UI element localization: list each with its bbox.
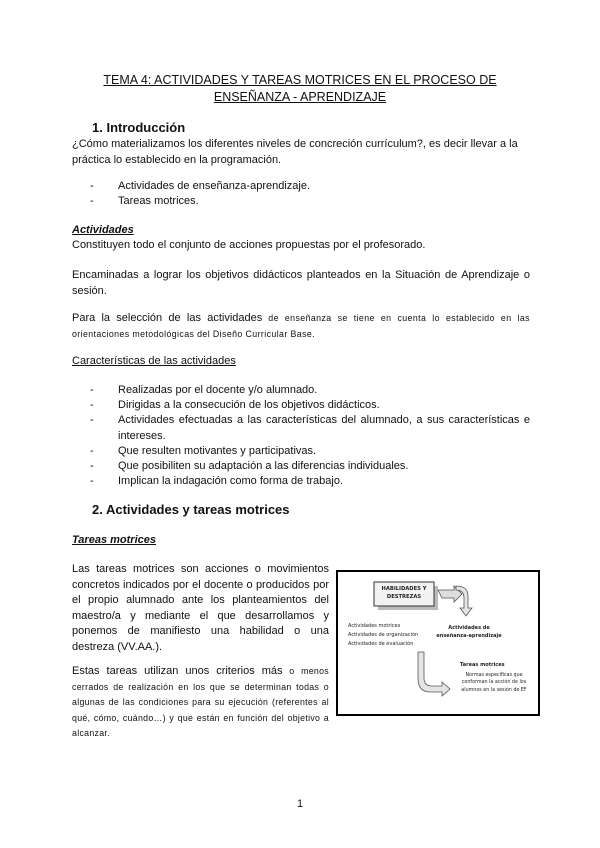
list-item: - Que resulten motivantes y participativas. <box>72 444 530 459</box>
actividades-paragraph-2: Encaminadas a lograr los objetivos didácticos planteados en la Situación de Aprendizaje o sesión. <box>72 269 530 297</box>
arrow-curve-down-icon <box>456 586 472 616</box>
section-2-heading: 2. Actividades y tareas motrices <box>92 502 290 517</box>
caracteristicas-list <box>72 383 530 489</box>
tareas-description <box>454 672 534 694</box>
page-number: 1 <box>296 798 304 810</box>
list-item: - Actividades de enseñanza-aprendizaje. <box>72 179 530 194</box>
list-item: - Dirigidas a la consecución de los objetivos didácticos. <box>72 398 530 413</box>
center-label-line-1: Actividades de <box>448 625 490 631</box>
intro-list <box>72 179 530 209</box>
actividades-paragraph-1: Constituyen todo el conjunto de acciones propuestas por el profesorado. <box>72 239 426 251</box>
diagram-figure <box>336 570 540 716</box>
tareas-title: Tareas motrices <box>460 662 505 668</box>
paragraph-2-start: Estas tareas utilizan unos criterios más <box>72 665 283 677</box>
list-item: - Que posibiliten su adaptación a las diferencias individuales. <box>72 459 530 474</box>
box-label <box>374 585 434 601</box>
tareas-paragraph-1: Las tareas motrices son acciones o movimientos concretos indicados por el docente o producidos por el propio alumnado ante los planteamientos del maestro/a y mediante el que desarrollamos y ponemos de manifiesto una habilidad o una destreza (VV.AA.). <box>72 563 329 653</box>
paragraph-3-rest: de enseñanza se tiene en cuenta lo establecido en las orientaciones metodológicas del Diseño Curricular Base. <box>72 313 530 339</box>
list-item: - Realizadas por el docente y/o alumnado. <box>72 383 530 398</box>
title-line-1: TEMA 4: ACTIVIDADES Y TAREAS MOTRICES EN EL PROCESO DE <box>103 73 497 87</box>
tareas-subtitle: Tareas motrices <box>72 534 156 546</box>
list-item: - Tareas motrices. <box>72 194 530 209</box>
intro-paragraph: ¿Cómo materializamos los diferentes niveles de concreción currículum?, es decir llevar a la práctica lo establecido en la programación. <box>72 138 518 166</box>
caracteristicas-subtitle: Características de las actividades <box>72 355 236 367</box>
box-label-line-2: DESTREZAS <box>386 594 422 600</box>
actividades-subtitle: Actividades <box>72 224 134 236</box>
list-item: - Actividades efectuadas a las características del alumnado, a sus características e intereses. <box>72 413 530 443</box>
paragraph-3-start: Para la selección de las actividades <box>72 312 263 324</box>
box-label-line-1: HABILIDADES Y <box>381 586 427 592</box>
list-item: - Implican la indagación como forma de trabajo. <box>72 474 530 489</box>
title-line-2: ENSEÑANZA - APRENDIZAJE <box>213 90 387 104</box>
paragraph-2-rest: o menos cerrados de realización en los que se determinan todas o algunas de las condiciones para su ejecución (referentes al qué, cómo, cuándo…) y que están en función del objetivo a alcanzar. <box>72 666 329 738</box>
arrow-down-right-icon <box>418 652 450 696</box>
center-label <box>434 624 504 640</box>
tareas-desc-line: conforman la acción de los <box>461 680 527 686</box>
section-1-heading: 1. Introducción <box>92 120 186 135</box>
tareas-desc-line: alumnos en la sesión de EF <box>461 687 527 693</box>
tareas-desc-line: Normas específicas que <box>465 673 523 678</box>
document-title <box>60 72 540 106</box>
left-item: Actividades de organización <box>348 632 419 638</box>
left-item: Actividades de evaluación <box>348 641 414 647</box>
left-item: Actividades motrices <box>348 623 401 629</box>
actividades-paragraph-3 <box>72 311 530 342</box>
center-label-line-2: enseñanza-aprendizaje <box>436 633 502 639</box>
left-items <box>348 622 418 649</box>
tareas-paragraph-2 <box>72 664 329 742</box>
